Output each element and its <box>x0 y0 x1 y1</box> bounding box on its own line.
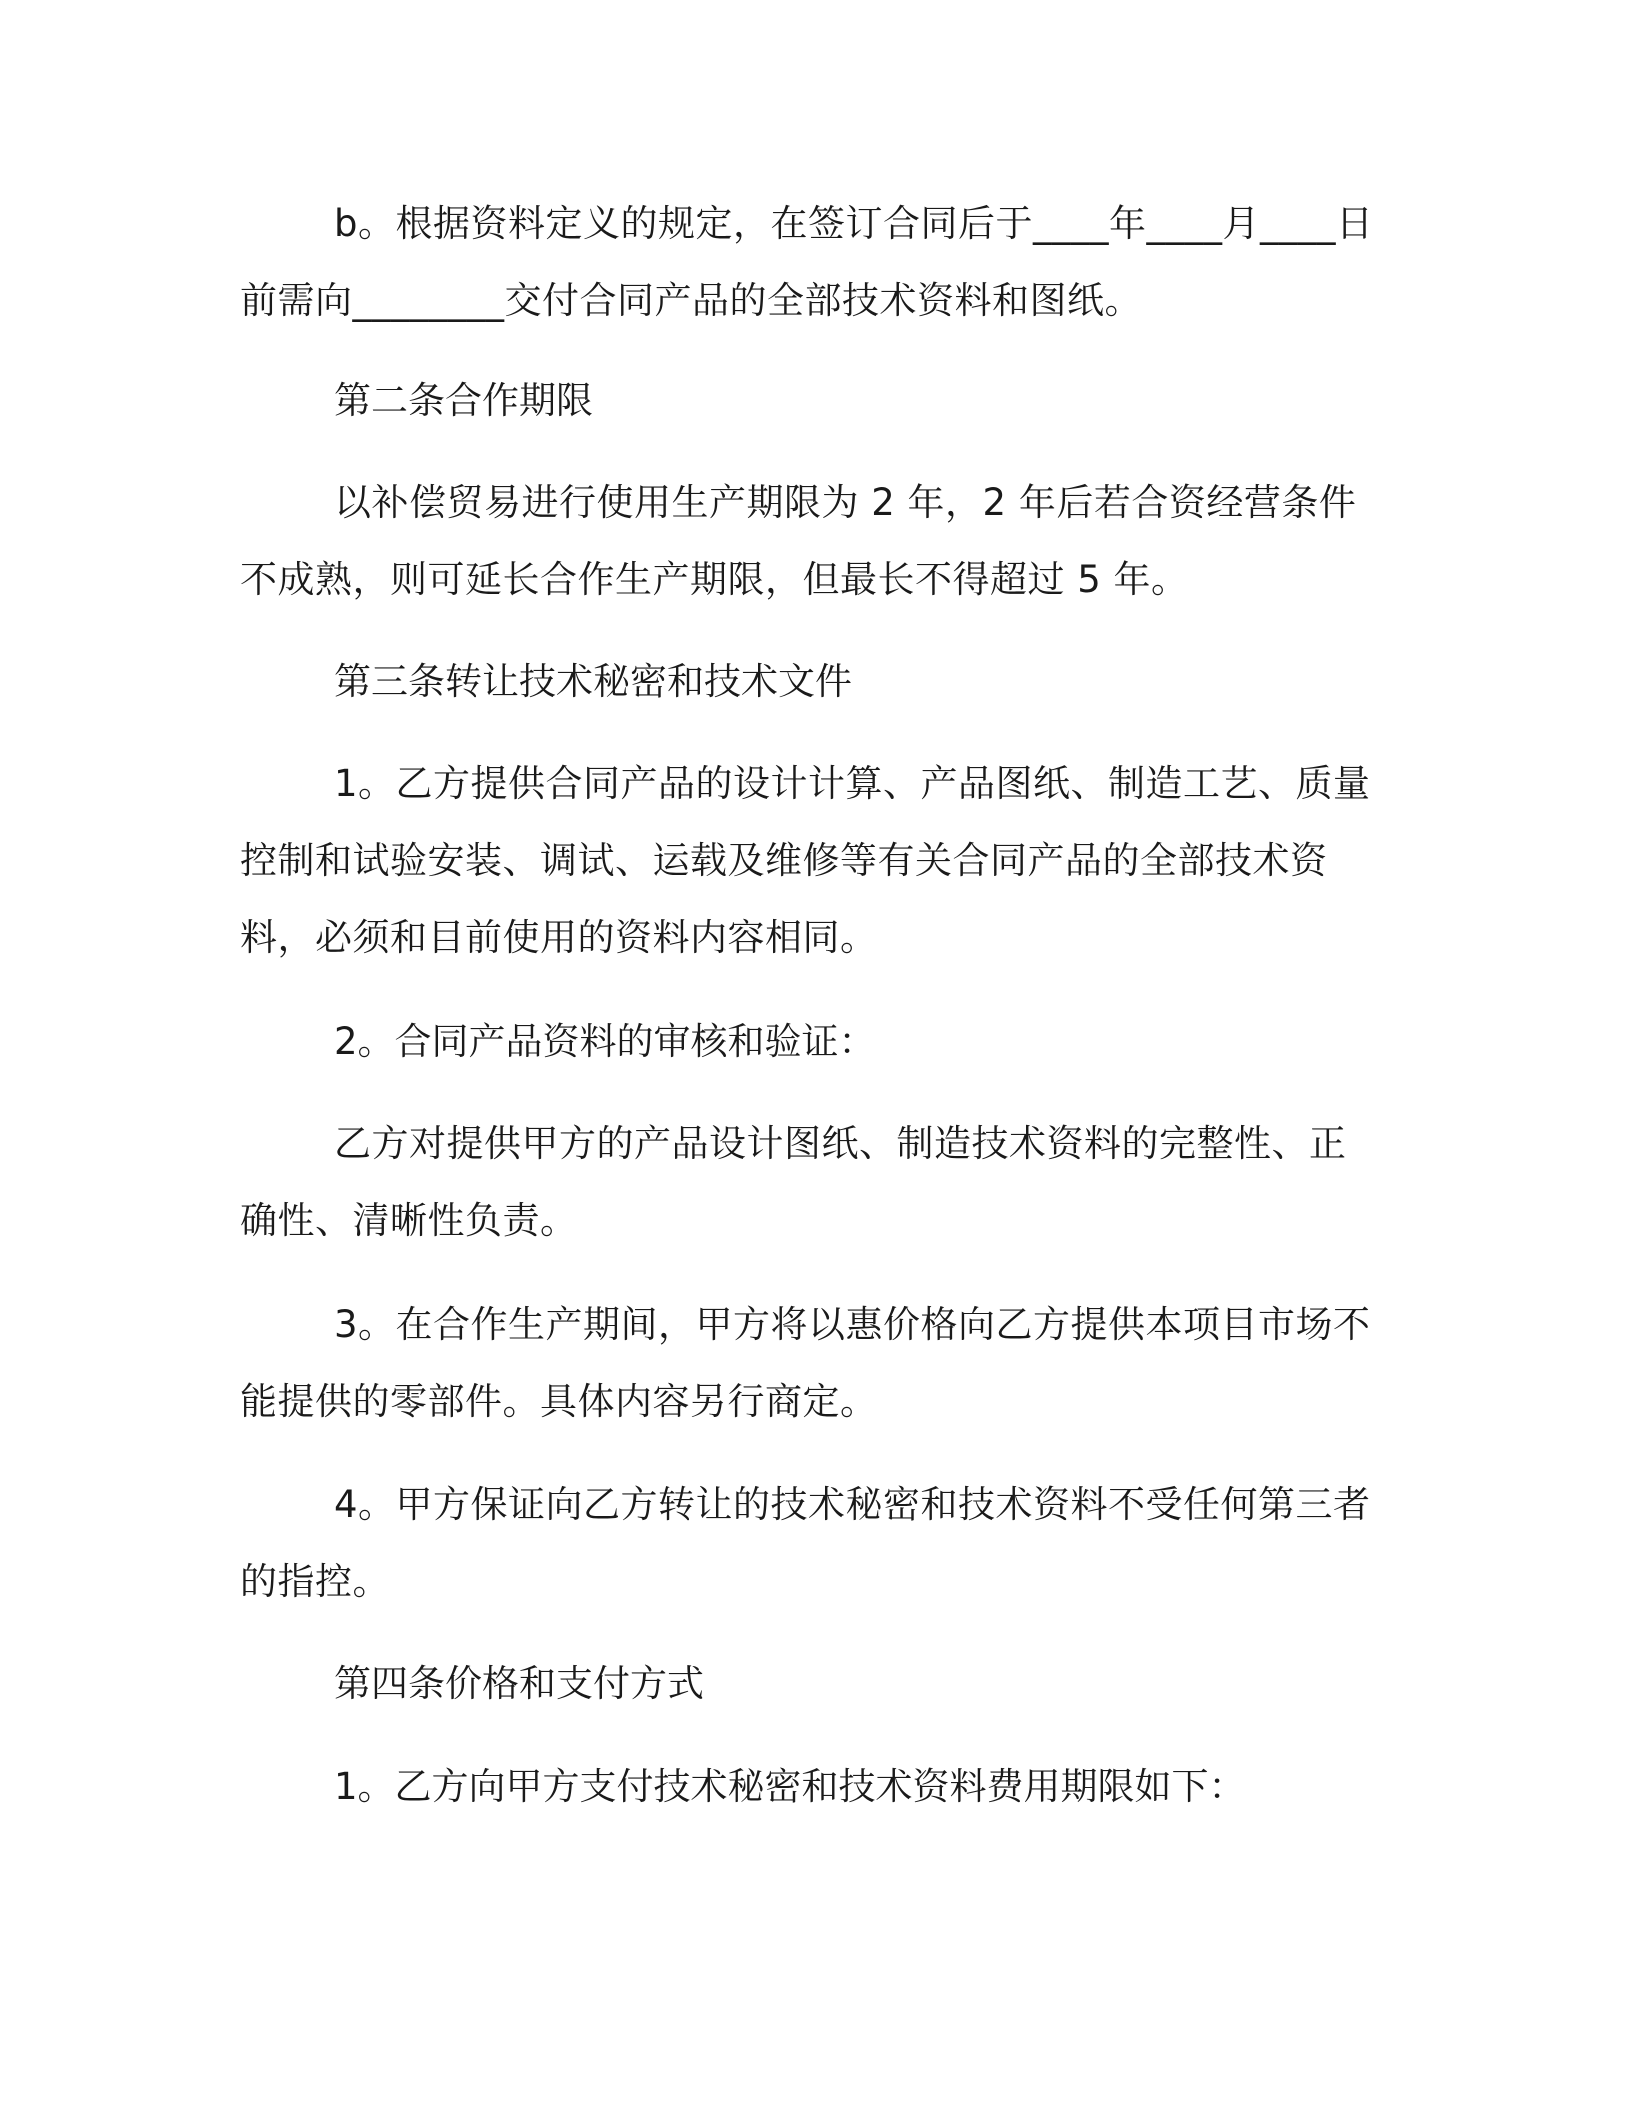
article-4-item-1: 1。乙方向甲方支付技术秘密和技术资料费用期限如下： <box>334 1765 1246 1808</box>
article-4-heading: 第四条价格和支付方式 <box>334 1662 704 1705</box>
article-3-item-1: 1。乙方提供合同产品的设计计算、产品图纸、制造工艺、质量控制和试验安装、调试、运载及维修等有关合同产品的全部技术资料，必须和目前使用的资料内容相同。 <box>240 762 1371 959</box>
article-3-item-2: 2。合同产品资料的审核和验证： <box>334 1020 876 1063</box>
clause-b-paragraph: b。根据资料定义的规定，在签订合同后于____年____月____日前需向________交付合同产品的全部技术资料和图纸。 <box>240 202 1374 322</box>
article-2-heading: 第二条合作期限 <box>334 379 593 422</box>
article-3-item-3: 3。在合作生产期间，甲方将以惠价格向乙方提供本项目市场不能提供的零部件。具体内容另行商定。 <box>240 1303 1371 1423</box>
article-2-paragraph: 以补偿贸易进行使用生产期限为 2 年，2 年后若合资经营条件不成熟，则可延长合作生产期限，但最长不得超过 5 年。 <box>240 481 1357 601</box>
article-3-item-4: 4。甲方保证向乙方转让的技术秘密和技术资料不受任何第三者的指控。 <box>240 1483 1371 1603</box>
article-3-heading: 第三条转让技术秘密和技术文件 <box>334 660 852 703</box>
article-3-item-2-detail: 乙方对提供甲方的产品设计图纸、制造技术资料的完整性、正确性、清晰性负责。 <box>240 1122 1347 1242</box>
